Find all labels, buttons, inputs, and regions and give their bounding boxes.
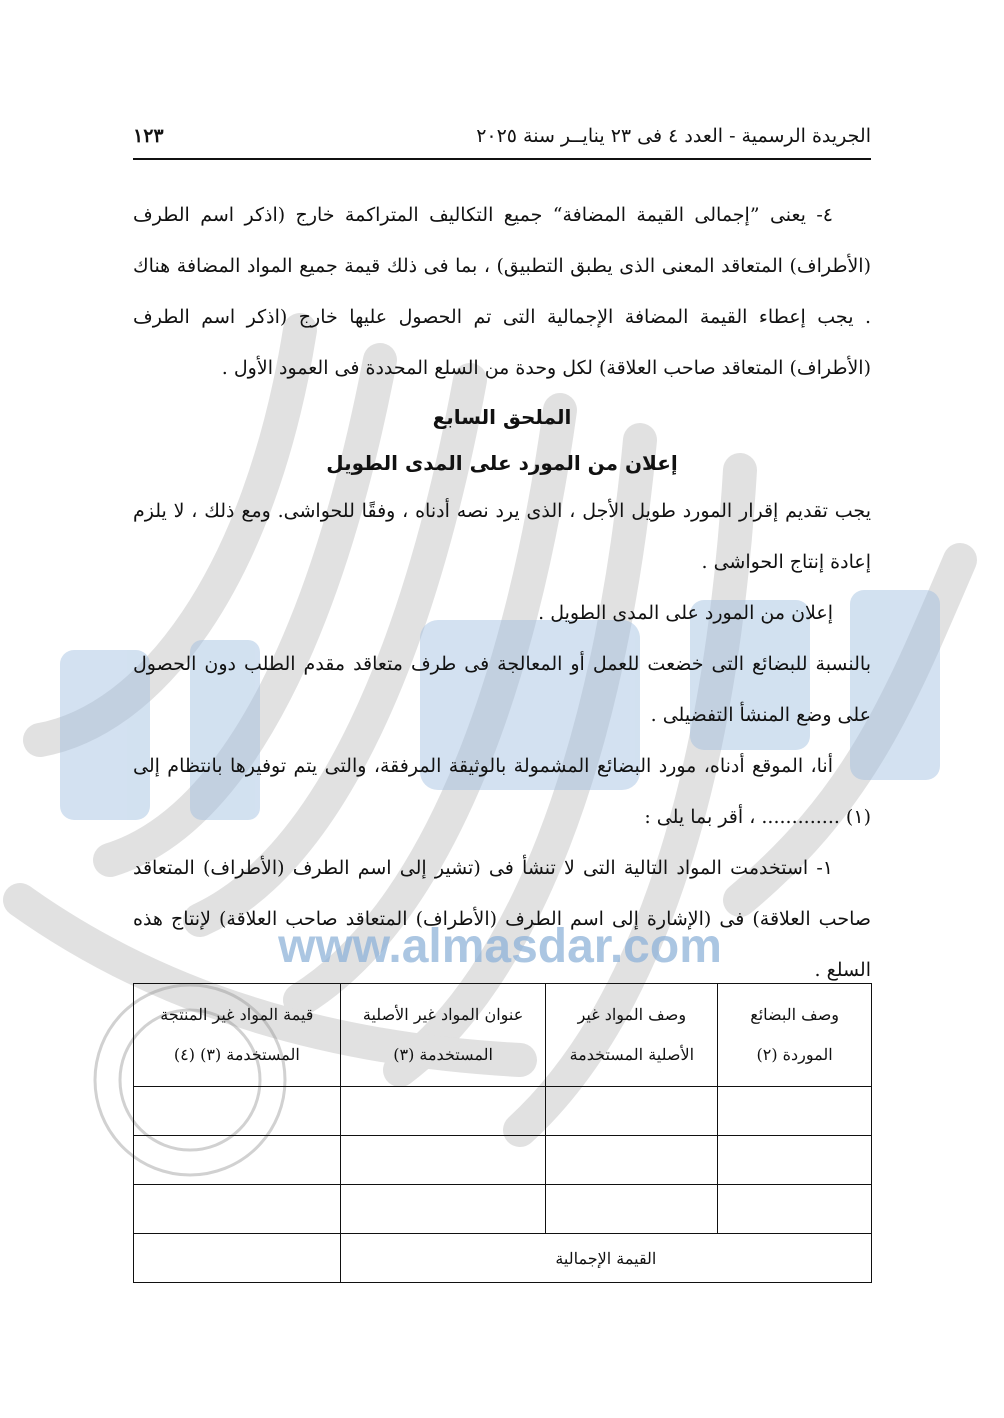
page-number: ١٢٣: [133, 125, 164, 147]
header-line: عنوان المواد غير الأصلية: [362, 1005, 524, 1024]
table-cell: [134, 1185, 341, 1234]
table-cell: [340, 1136, 546, 1185]
table-header-cell: [718, 984, 872, 1087]
header-line: الأصلية المستخدمة: [569, 1045, 695, 1064]
declaration-title: إعلان من المورد على المدى الطويل .: [538, 602, 833, 624]
paragraph-4: ٤- يعنى ”إجمالى القيمة المضافة“ جميع التكاليف المتراكمة خارج (اذكر اسم الطرف (الأطراف) المتعاقد المعنى الذى يطبق التطبيق) ، بما فى ذلك قيمة جميع المواد المضافة هناك . يجب إعطاء القيمة المضافة الإجمالية التى تم الحصول عليها خارج (اذكر اسم الطرف (الأطراف) المتعاقد صاحب العلاقة) لكل وحدة من السلع المحددة فى العمود الأول .: [133, 204, 871, 379]
document-body: [133, 190, 871, 996]
header-line: وصف المواد غير: [577, 1005, 687, 1024]
table-header-cell: [546, 984, 718, 1087]
goods-paragraph: بالنسبة للبضائع التى خضعت للعمل أو المعالجة فى طرف متعاقد مقدم الطلب دون الحصول على وضع المنشأ التفضيلى .: [133, 653, 871, 726]
table-total-row: [134, 1234, 872, 1283]
signatory-paragraph: أنا، الموقع أدناه، مورد البضائع المشمولة بالوثيقة المرفقة، والتى يتم توفيرها بانتظام إلى (١) ............. ، أقر بما يلى :: [133, 755, 871, 828]
intro-paragraph: يجب تقديم إقرار المورد طويل الأجل ، الذى يرد نصه أدناه ، وفقًا للحواشى. ومع ذلك ، لا يلزم إعادة إنتاج الحواشى .: [133, 500, 871, 573]
annex-title: الملحق السابع: [432, 405, 572, 429]
header-line: الموردة (٢): [756, 1045, 833, 1064]
header-line: قيمة المواد غير المنتجة: [160, 1005, 314, 1024]
annex-subtitle: إعلان من المورد على المدى الطويل: [326, 451, 678, 475]
table-cell: [546, 1185, 718, 1234]
table-cell: [340, 1185, 546, 1234]
table-header-cell: [340, 984, 546, 1087]
table-row: [134, 1185, 872, 1234]
page-header: [133, 114, 871, 160]
table-cell: [546, 1136, 718, 1185]
total-label-cell: القيمة الإجمالية: [340, 1234, 871, 1283]
watermark-url: www.almasdar.com: [278, 920, 722, 973]
table-row: [134, 1087, 872, 1136]
table-header-row: [134, 984, 872, 1087]
header-line: وصف البضائع: [750, 1005, 840, 1024]
table-cell: [134, 1087, 341, 1136]
table-header-cell: [134, 984, 341, 1087]
table-cell: [340, 1087, 546, 1136]
header-line: المستخدمة (٣) (٤): [173, 1045, 300, 1064]
table-cell: [718, 1136, 872, 1185]
item-1-paragraph: ١- استخدمت المواد التالية التى لا تنشأ فى (تشير إلى اسم الطرف (الأطراف) المتعاقد صاحب العلاقة) فى (الإشارة إلى اسم الطرف (الأطراف) المتعاقد صاحب العلاقة) لإنتاج هذه السلع .: [133, 857, 871, 981]
table-cell: [718, 1185, 872, 1234]
materials-table: [133, 983, 872, 1283]
table-cell: [718, 1087, 872, 1136]
table-cell: [546, 1087, 718, 1136]
table-cell: [134, 1136, 341, 1185]
header-line: المستخدمة (٣): [393, 1045, 493, 1064]
gazette-header-title: الجريدة الرسمية - العدد ٤ فى ٢٣ ينايــر سنة ٢٠٢٥: [476, 125, 871, 147]
table-row: [134, 1136, 872, 1185]
total-value-cell: [134, 1234, 341, 1283]
